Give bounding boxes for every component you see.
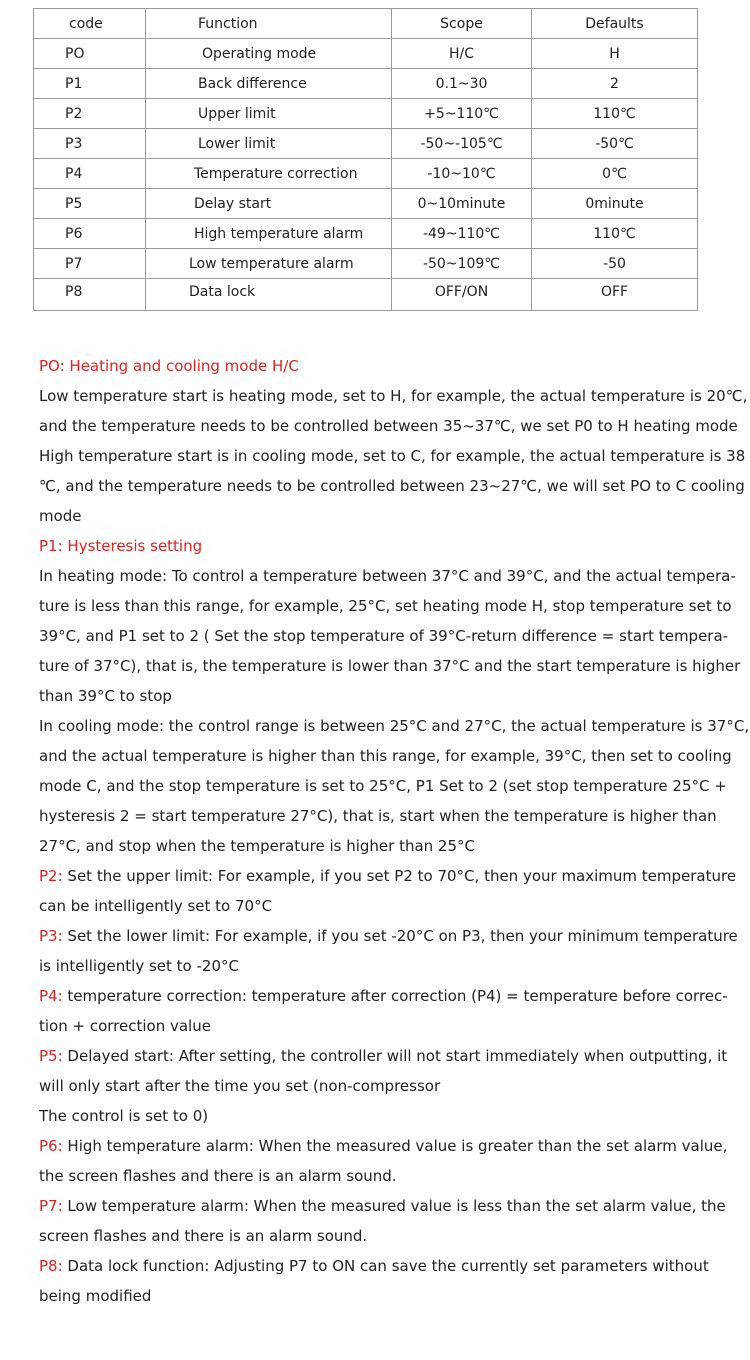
cell-default: 110℃ bbox=[532, 219, 698, 249]
section-p2 bbox=[39, 861, 737, 891]
section-p4 bbox=[39, 981, 729, 1011]
cell-function: Lower limit bbox=[146, 129, 392, 159]
table-row bbox=[34, 39, 698, 69]
section-label-p2: P2: bbox=[39, 867, 63, 885]
paragraph-line: will only start after the time you set (non-compressor bbox=[39, 1077, 441, 1095]
cell-function: Low temperature alarm bbox=[146, 249, 392, 279]
paragraph-line: than 39°C to stop bbox=[39, 687, 172, 705]
cell-scope: 0~10minute bbox=[392, 189, 532, 219]
cell-scope: -50~-105℃ bbox=[392, 129, 532, 159]
paragraph-line: ture is less than this range, for example, 25°C, set heating mode H, stop temperature set to bbox=[39, 597, 732, 615]
cell-code: P7 bbox=[34, 249, 146, 279]
paragraph-line: ture of 37°C), that is, the temperature is lower than 37°C and the start temperature is higher bbox=[39, 657, 741, 675]
cell-default: -50℃ bbox=[532, 129, 698, 159]
parameter-descriptions bbox=[39, 351, 750, 1311]
cell-function: Data lock bbox=[146, 279, 392, 311]
table-row bbox=[34, 69, 698, 99]
section-p6 bbox=[39, 1131, 729, 1161]
paragraph-line: mode bbox=[39, 507, 82, 525]
cell-code: P5 bbox=[34, 189, 146, 219]
table-row bbox=[34, 159, 698, 189]
table-header-row bbox=[34, 9, 698, 39]
header-scope: Scope bbox=[392, 9, 532, 39]
paragraph-line: is intelligently set to -20°C bbox=[39, 957, 239, 975]
cell-function: High temperature alarm bbox=[146, 219, 392, 249]
section-text: High temperature alarm: When the measured value is greater than the set alarm value, bbox=[62, 1137, 728, 1155]
cell-code: P8 bbox=[34, 279, 146, 311]
cell-code: P6 bbox=[34, 219, 146, 249]
cell-code: P2 bbox=[34, 99, 146, 129]
cell-scope: OFF/ON bbox=[392, 279, 532, 311]
paragraph-line: 39°C, and P1 set to 2 ( Set the stop temperature of 39°C-return difference = start tempera- bbox=[39, 627, 729, 645]
cell-default: 0minute bbox=[532, 189, 698, 219]
cell-scope: -49~110℃ bbox=[392, 219, 532, 249]
cell-code: P3 bbox=[34, 129, 146, 159]
section-label-p6: P6: bbox=[39, 1137, 63, 1155]
table-row bbox=[34, 129, 698, 159]
paragraph-line: 27°C, and stop when the temperature is higher than 25°C bbox=[39, 837, 475, 855]
cell-function: Delay start bbox=[146, 189, 392, 219]
section-text: Set the lower limit: For example, if you set -20°C on P3, then your minimum temperature bbox=[62, 927, 738, 945]
cell-scope: -10~10℃ bbox=[392, 159, 532, 189]
cell-function: Temperature correction bbox=[146, 159, 392, 189]
cell-default: OFF bbox=[532, 279, 698, 311]
paragraph-line: ℃, and the temperature needs to be controlled between 23~27℃, we will set PO to C cooling bbox=[39, 477, 745, 495]
paragraph-line: and the actual temperature is higher than this range, for example, 39°C, then set to cooling bbox=[39, 747, 732, 765]
paragraph-line: The control is set to 0) bbox=[39, 1107, 209, 1125]
header-function: Function bbox=[146, 9, 392, 39]
section-heading-po: PO: Heating and cooling mode H/C bbox=[39, 357, 299, 375]
cell-scope: +5~110℃ bbox=[392, 99, 532, 129]
section-heading-p1: P1: Hysteresis setting bbox=[39, 537, 203, 555]
parameter-table bbox=[33, 8, 698, 311]
section-text: Low temperature alarm: When the measured value is less than the set alarm value, the bbox=[62, 1197, 726, 1215]
cell-code: PO bbox=[34, 39, 146, 69]
cell-function: Back difference bbox=[146, 69, 392, 99]
paragraph-line: being modified bbox=[39, 1287, 152, 1305]
paragraph-line: the screen flashes and there is an alarm sound. bbox=[39, 1167, 397, 1185]
table-row bbox=[34, 189, 698, 219]
cell-code: P4 bbox=[34, 159, 146, 189]
paragraph-line: can be intelligently set to 70°C bbox=[39, 897, 273, 915]
cell-function: Operating mode bbox=[146, 39, 392, 69]
section-text: Data lock function: Adjusting P7 to ON can save the currently set parameters without bbox=[62, 1257, 709, 1275]
table-row bbox=[34, 279, 698, 311]
section-p8 bbox=[39, 1251, 729, 1281]
section-label-p5: P5: bbox=[39, 1047, 63, 1065]
cell-default: 0℃ bbox=[532, 159, 698, 189]
table-row bbox=[34, 219, 698, 249]
paragraph-line: In cooling mode: the control range is between 25°C and 27°C, the actual temperature is 37°C, bbox=[39, 717, 750, 735]
cell-scope: -50~109℃ bbox=[392, 249, 532, 279]
paragraph-line: and the temperature needs to be controlled between 35~37℃, we set P0 to H heating mode bbox=[39, 417, 738, 435]
paragraph-line: Low temperature start is heating mode, set to H, for example, the actual temperature is 20℃, bbox=[39, 387, 748, 405]
section-text: temperature correction: temperature after correction (P4) = temperature before correc- bbox=[62, 987, 728, 1005]
section-p5 bbox=[39, 1041, 729, 1071]
paragraph-line: screen flashes and there is an alarm sound. bbox=[39, 1227, 368, 1245]
section-label-p3: P3: bbox=[39, 927, 63, 945]
cell-default: -50 bbox=[532, 249, 698, 279]
header-defaults: Defaults bbox=[532, 9, 698, 39]
paragraph-line: In heating mode: To control a temperature between 37°C and 39°C, and the actual tempera- bbox=[39, 567, 736, 585]
section-p7 bbox=[39, 1191, 729, 1221]
section-text: Delayed start: After setting, the controller will not start immediately when outputting, it bbox=[62, 1047, 728, 1065]
cell-default: 2 bbox=[532, 69, 698, 99]
paragraph-line: High temperature start is in cooling mode, set to C, for example, the actual temperature is 38 bbox=[39, 447, 746, 465]
cell-default: H bbox=[532, 39, 698, 69]
table-row bbox=[34, 99, 698, 129]
section-label-p7: P7: bbox=[39, 1197, 63, 1215]
cell-scope: H/C bbox=[392, 39, 532, 69]
section-label-p4: P4: bbox=[39, 987, 63, 1005]
table-row bbox=[34, 249, 698, 279]
cell-code: P1 bbox=[34, 69, 146, 99]
cell-scope: 0.1~30 bbox=[392, 69, 532, 99]
cell-default: 110℃ bbox=[532, 99, 698, 129]
paragraph-line: mode C, and the stop temperature is set to 25°C, P1 Set to 2 (set stop temperature 25°C + bbox=[39, 777, 727, 795]
header-code: code bbox=[34, 9, 146, 39]
section-text: Set the upper limit: For example, if you set P2 to 70°C, then your maximum temperature bbox=[62, 867, 737, 885]
paragraph-line: hysteresis 2 = start temperature 27°C), that is, start when the temperature is higher than bbox=[39, 807, 717, 825]
paragraph-line: tion + correction value bbox=[39, 1017, 211, 1035]
section-p3 bbox=[39, 921, 738, 951]
section-label-p8: P8: bbox=[39, 1257, 63, 1275]
cell-function: Upper limit bbox=[146, 99, 392, 129]
